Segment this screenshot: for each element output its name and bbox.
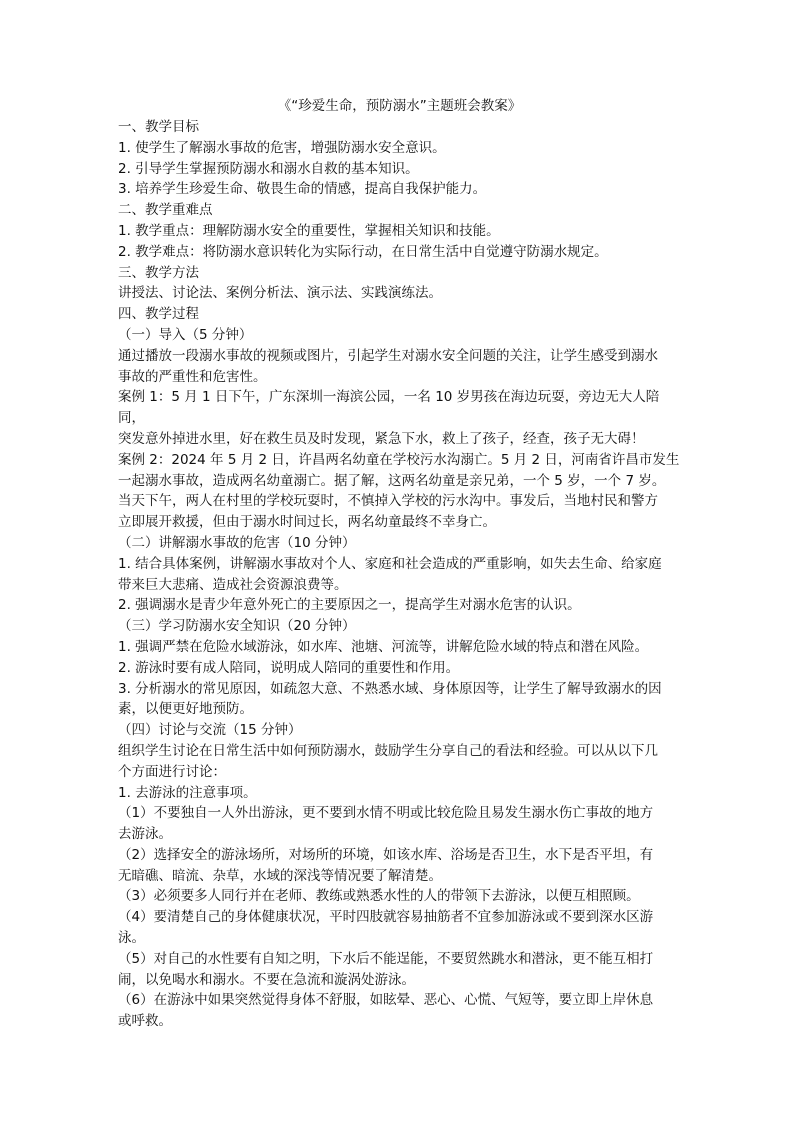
text-line: 2. 引导学生掌握预防溺水和溺水自救的基本知识。 — [118, 160, 419, 177]
text-line: （1）不要独自一人外出游泳，更不要到水情不明或比较危险且易发生溺水伤亡事故的地方 — [118, 805, 654, 822]
text-line: （2）选择安全的游泳场所，对场所的环境，如该水库、浴场是否卫生，水下是否平坦，有 — [118, 846, 654, 863]
text-line: 三、教学方法 — [118, 264, 199, 281]
document-page — [118, 96, 681, 1032]
text-line: 一、教学目标 — [118, 119, 199, 135]
text-line: 或呼救。 — [118, 1013, 172, 1030]
text-line: 去游泳。 — [118, 826, 172, 843]
text-line: 1. 教学重点：理解防溺水安全的重要性，掌握相关知识和技能。 — [118, 222, 500, 239]
text-line: （四）讨论与交流（15 分钟） — [118, 722, 302, 739]
text-line: （一）导入（5 分钟） — [118, 326, 253, 343]
text-line: 1. 去游泳的注意事项。 — [118, 784, 257, 801]
text-line: 突发意外掉进水里，好在救生员及时发现，紧急下水，救上了孩子，经查，孩子无大碍！ — [118, 430, 645, 447]
text-line: （三）学习防溺水安全知识（20 分钟） — [118, 618, 356, 635]
text-line: 3. 分析溺水的常见原因，如疏忽大意、不熟悉水域、身体原因等，让学生了解导致溺水的因 — [118, 680, 662, 697]
text-line: 案例 2：2024 年 5 月 2 日，许昌两名幼童在学校污水沟溺亡。5 月 2 日，河南省许昌市发生 — [118, 451, 680, 468]
text-line: 立即展开救援，但由于溺水时间过长，两名幼童最终不幸身亡。 — [118, 514, 496, 531]
text-line: 二、教学重难点 — [118, 202, 213, 219]
text-line: 泳。 — [118, 930, 145, 947]
text-line: 一起溺水事故，造成两名幼童溺亡。据了解，这两名幼童是亲兄弟，一个 5 岁，一个 7 岁。 — [118, 472, 666, 489]
text-line: （3）必须要多人同行并在老师、教练或熟悉水性的人的带领下去游泳，以便互相照顾。 — [118, 888, 640, 905]
text-line: 讲授法、讨论法、案例分析法、演示法、实践演练法。 — [118, 285, 442, 302]
text-line: 无暗礁、暗流、杂草，水域的深浅等情况要了解清楚。 — [118, 867, 442, 884]
text-line: 2. 游泳时要有成人陪同，说明成人陪同的重要性和作用。 — [118, 659, 460, 676]
text-line: 闹，以免喝水和溺水。不要在急流和漩涡处游泳。 — [118, 971, 415, 988]
text-line: 1. 结合具体案例，讲解溺水事故对个人、家庭和社会造成的严重影响，如失去生命、给家庭 — [118, 555, 662, 572]
text-line: 2. 教学难点：将防溺水意识转化为实际行动，在日常生活中自觉遵守防溺水规定。 — [118, 243, 608, 260]
text-line: 1. 使学生了解溺水事故的危害，增强防溺水安全意识。 — [118, 139, 446, 156]
text-line: 当天下午，两人在村里的学校玩耍时，不慎掉入学校的污水沟中。事发后，当地村民和警方 — [118, 493, 658, 510]
text-line: 组织学生讨论在日常生活中如何预防溺水，鼓励学生分享自己的看法和经验。可以从以下几 — [118, 742, 658, 759]
text-line: （6）在游泳中如果突然觉得身体不舒服，如眩晕、恶心、心慌、气短等，要立即上岸休息 — [118, 992, 654, 1009]
text-line: （4）要清楚自己的身体健康状况，平时四肢就容易抽筋者不宜参加游泳或不要到深水区游 — [118, 909, 654, 926]
text-line: 3. 培养学生珍爱生命、敬畏生命的情感，提高自我保护能力。 — [118, 181, 487, 198]
text-line: （二）讲解溺水事故的危害（10 分钟） — [118, 534, 356, 551]
text-line: 素，以便更好地预防。 — [118, 701, 253, 718]
text-line: 带来巨大悲痛、造成社会资源浪费等。 — [118, 576, 348, 593]
text-line: 2. 强调溺水是青少年意外死亡的主要原因之一，提高学生对溺水危害的认识。 — [118, 597, 581, 614]
text-line: 个方面进行讨论： — [118, 763, 226, 780]
text-line: 四、教学过程 — [118, 306, 199, 323]
text-line: （5）对自己的水性要有自知之明，下水后不能逞能，不要贸然跳水和潜泳，更不能互相打 — [118, 950, 654, 967]
text-line: 案例 1：5 月 1 日下午，广东深圳一海滨公园，一名 10 岁男孩在海边玩耍，旁边无大人陪同， — [118, 389, 660, 427]
text-line: 事故的严重性和危害性。 — [118, 368, 267, 385]
text-line: 通过播放一段溺水事故的视频或图片，引起学生对溺水安全问题的关注，让学生感受到溺水 — [118, 347, 658, 364]
text-line: 1. 强调严禁在危险水域游泳，如水库、池塘、河流等，讲解危险水域的特点和潜在风险。 — [118, 638, 649, 655]
document-body — [118, 117, 681, 1032]
document-title: 《“珍爱生命，预防溺水”主题班会教案》 — [277, 98, 522, 114]
